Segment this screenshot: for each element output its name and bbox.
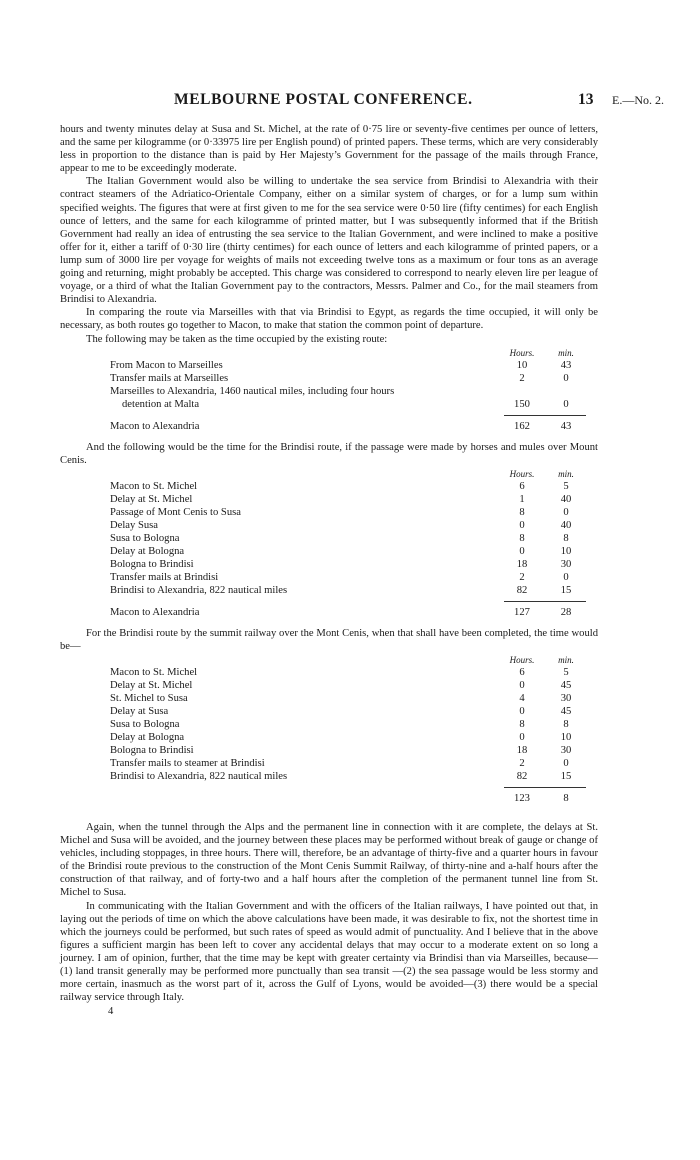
min-header: min. <box>558 347 574 358</box>
table-row <box>60 545 598 558</box>
table-total-row <box>60 606 598 619</box>
row-hours: 2 <box>519 372 525 384</box>
row-min: 40 <box>560 519 572 531</box>
row-label: Delay at Bologna <box>110 731 185 743</box>
table-row <box>60 571 598 584</box>
table-row <box>60 359 598 372</box>
page-number: 13 <box>578 91 594 108</box>
row-hours: 2 <box>519 757 525 769</box>
table-rule <box>60 597 598 606</box>
row-hours: 2 <box>519 571 525 583</box>
table-row <box>60 480 598 493</box>
row-label: St. Michel to Susa <box>110 692 188 704</box>
hours-header: Hours. <box>509 347 535 358</box>
row-label: detention at Malta <box>122 398 200 410</box>
row-hours: 82 <box>516 584 528 596</box>
table-column-headers <box>60 468 598 480</box>
row-label: Transfer mails at Brindisi <box>110 571 219 583</box>
time-table-marseilles <box>60 347 598 433</box>
row-hours: 162 <box>514 420 530 432</box>
row-label: Transfer mails to steamer at Brindisi <box>110 757 265 769</box>
row-label: Bologna to Brindisi <box>110 744 194 756</box>
row-hours: 6 <box>519 480 525 492</box>
row-hours: 8 <box>519 532 525 544</box>
table-row <box>60 532 598 545</box>
hours-header: Hours. <box>509 468 535 479</box>
table-row <box>60 744 598 757</box>
row-min: 5 <box>563 480 569 492</box>
row-min: 8 <box>563 532 569 544</box>
table-total-row <box>60 420 598 433</box>
row-hours: 18 <box>516 744 528 756</box>
row-hours: 150 <box>514 398 530 410</box>
row-label: Macon to Alexandria <box>110 420 200 432</box>
hours-header: Hours. <box>509 654 535 665</box>
row-label: Delay at St. Michel <box>110 493 193 505</box>
row-min: 43 <box>560 420 572 432</box>
min-header: min. <box>558 654 574 665</box>
table-column-headers <box>60 347 598 359</box>
row-min: 40 <box>560 493 572 505</box>
row-label: Delay at Susa <box>110 705 169 717</box>
row-min: 30 <box>560 692 572 704</box>
table-row <box>60 679 598 692</box>
time-table-brindisi-horses <box>60 468 598 619</box>
row-label: Susa to Bologna <box>110 532 180 544</box>
paragraph: In comparing the route via Marseilles with that via Brindisi to Egypt, as regards the time occupied, it will only be necessary, as both routes go together to Macon, to make that station the common point of departure. <box>60 307 598 332</box>
row-label: Delay at St. Michel <box>110 679 193 691</box>
table-rule <box>60 783 598 792</box>
table-row <box>60 770 598 783</box>
paragraph: For the Brindisi route by the summit railway over the Mont Cenis, when that shall have been completed, the time would be— <box>60 627 598 652</box>
row-label: Macon to Alexandria <box>110 606 200 618</box>
table-row <box>60 705 598 718</box>
row-hours: 123 <box>514 792 530 804</box>
row-hours: 0 <box>519 545 525 557</box>
row-min: 8 <box>563 792 569 804</box>
row-hours: 18 <box>516 558 528 570</box>
row-label: Brindisi to Alexandria, 822 nautical miles <box>110 770 288 782</box>
table-row <box>60 584 598 597</box>
table-rule <box>60 411 598 420</box>
time-table-brindisi-railway <box>60 654 598 805</box>
row-hours: 8 <box>519 506 525 518</box>
row-label: Delay Susa <box>110 519 158 531</box>
table-row <box>60 692 598 705</box>
table-row <box>60 372 598 385</box>
table-column-headers <box>60 654 598 666</box>
row-min: 10 <box>560 731 572 743</box>
row-label: Macon to St. Michel <box>110 666 198 678</box>
row-min: 45 <box>560 705 572 717</box>
row-label: Marseilles to Alexandria, 1460 nautical miles, including four hours <box>110 385 395 397</box>
row-hours: 82 <box>516 770 528 782</box>
row-label: Macon to St. Michel <box>110 480 198 492</box>
row-label: Transfer mails at Marseilles <box>110 372 229 384</box>
table-row <box>60 666 598 679</box>
table-row <box>60 757 598 770</box>
page-body <box>60 123 598 1018</box>
table-row <box>60 558 598 571</box>
paragraph: The following may be taken as the time occupied by the existing route: <box>86 333 388 345</box>
row-min: 5 <box>563 666 569 678</box>
row-label: Brindisi to Alexandria, 822 nautical miles <box>110 584 288 596</box>
min-header: min. <box>558 468 574 479</box>
row-min: 10 <box>560 545 572 557</box>
row-hours: 0 <box>519 705 525 717</box>
table-row <box>60 718 598 731</box>
row-min: 45 <box>560 679 572 691</box>
row-hours: 0 <box>519 519 525 531</box>
page-header <box>0 93 700 109</box>
row-min: 0 <box>563 506 569 518</box>
row-hours: 127 <box>514 606 530 618</box>
paragraph: Again, when the tunnel through the Alps and the permanent line in connection with it are complete, the delays at St. Michel and Susa will be avoided, and the journey between these places may be performed without break of gauge or change of vehicles, including stoppages, in three hours. There will, therefore, be an advantage of thirty-five and a quarter hours in favour of the Brindisi route previous to the construction of the Mont Cenis Summit Railway, of thirty-nine and a-half hours after the construction of that railway, and of forty-two and a half hours after the completion of the permanent tunnel line from St. Michel to Susa. <box>60 821 598 899</box>
folio-mark: 4 <box>108 1006 114 1018</box>
row-min: 8 <box>563 718 569 730</box>
table-row <box>60 398 598 411</box>
row-label: Delay at Bologna <box>110 545 185 557</box>
row-min: 0 <box>563 757 569 769</box>
page-title: MELBOURNE POSTAL CONFERENCE. <box>174 91 473 108</box>
paragraph: In communicating with the Italian Government and with the officers of the Italian railways, I have pointed out that, in laying out the periods of time on which the above calculations have been made, it was desirable to fix, not the shortest time in which the journeys could be performed, but such rates of speed as would admit of punctuality. And I believe that in the above figures a sufficient margin has been left to cover any accidental delays that may occur to a moderate extent on so long a journey. I am of opinion, further, that the time may be kept with greater certainty via Brindisi than via Marseilles, because—(1) land transit generally may be performed more punctually than sea transit —(2) the sea passage would be less stormy and more certain, inasmuch as the worst part of it, across the Gulf of Lyons, would be avoided—(3) there would be a special railway service through Italy. <box>60 900 598 1004</box>
row-hours: 1 <box>519 493 525 505</box>
table-total-row <box>60 792 598 805</box>
row-hours: 0 <box>519 731 525 743</box>
table-row <box>60 519 598 532</box>
row-min: 30 <box>560 744 572 756</box>
row-label: Bologna to Brindisi <box>110 558 194 570</box>
paragraph: And the following would be the time for the Brindisi route, if the passage were made by horses and mules over Mount Cenis. <box>60 441 598 466</box>
row-label: Susa to Bologna <box>110 718 180 730</box>
row-hours: 0 <box>519 679 525 691</box>
row-hours: 6 <box>519 666 525 678</box>
row-min: 30 <box>560 558 572 570</box>
row-min: 43 <box>560 359 572 371</box>
row-label: From Macon to Marseilles <box>110 359 223 371</box>
row-min: 15 <box>560 584 572 596</box>
table-row <box>60 493 598 506</box>
row-hours: 4 <box>519 692 525 704</box>
table-row <box>60 385 598 398</box>
row-min: 15 <box>560 770 572 782</box>
row-hours: 10 <box>516 359 528 371</box>
paragraph: The Italian Government would also be willing to undertake the sea service from Brindisi to Alexandria with their contract steamers of the Adriatico-Orientale Company, either on a similar system of charges, or for a lump sum within specified weights. The figures that were at first given to me for the sea service were 0·50 lire (fifty centimes) for each English ounce of letters, and the same for each kilogramme of printed matter, but I was subsequently informed that if the British Government had really an idea of entrusting the sea service to the Italian Government, and were inclined to make a positive offer for it, either a tariff of 0·30 lire (thirty centimes) for each ounce of letters and each kilogramme of printed papers, or a lump sum of 3000 lire per voyage for weights of mails not exceeding twelve tons as a maximum or four tons as an average going and returning, might probably be accepted. This charge was considered to correspond to nearly eleven lire per league of voyage, or a third of what the Italian Government pay to the contractors, Messrs. Palmer and Co., for the mail steamers from Brindisi to Alexandria. <box>60 176 598 306</box>
document-reference: E.—No. 2. <box>612 93 664 107</box>
row-min: 0 <box>563 398 569 410</box>
row-min: 0 <box>563 372 569 384</box>
table-row <box>60 506 598 519</box>
table-row <box>60 731 598 744</box>
paragraph: hours and twenty minutes delay at Susa and St. Michel, at the rate of 0·75 lire or seventy-five centimes per ounce of letters, and the same per kilogramme (or 0·33975 lire per English pound) of printed papers. These terms, which are very considerably less in proportion to the distance than is paid by Her Majesty’s Government for the passage of the mails through France, appear to me to be exceedingly moderate. <box>60 124 598 175</box>
row-min: 28 <box>560 606 572 618</box>
row-label: Passage of Mont Cenis to Susa <box>110 506 241 518</box>
row-min: 0 <box>563 571 569 583</box>
row-hours: 8 <box>519 718 525 730</box>
